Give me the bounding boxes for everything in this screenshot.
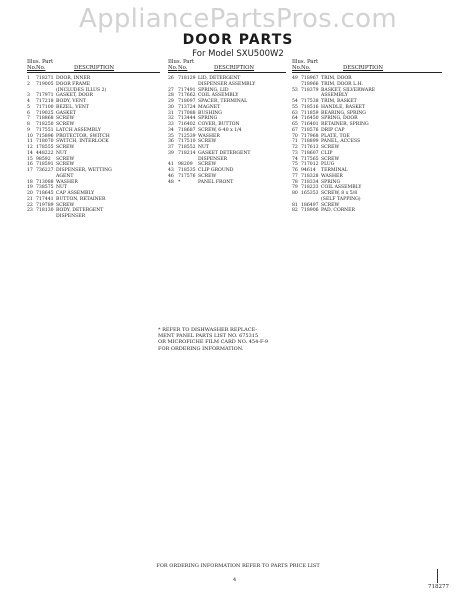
- illus-number: 6: [27, 110, 30, 116]
- part-row: [27, 214, 160, 220]
- part-description: CLIP: [321, 150, 333, 156]
- part-description: SCREW: [56, 145, 75, 150]
- part-description: BASKET, SILVERWARE: [321, 87, 376, 93]
- column-header: [27, 59, 160, 73]
- part-description: GASKET, DOOR: [56, 93, 93, 99]
- part-number: 717218: [36, 99, 54, 104]
- header-no: No.: [168, 65, 178, 71]
- illus-number: 67: [292, 127, 298, 133]
- part-number: 718271: [36, 76, 54, 81]
- part-description: BODY, VENT: [56, 99, 87, 104]
- illus-number: 28: [168, 93, 174, 99]
- margin-mark: [437, 569, 438, 583]
- illus-number: 1: [27, 76, 30, 81]
- illus-number: 31: [168, 110, 174, 116]
- part-description: DISPENSER, WETTING: [56, 168, 112, 173]
- part-description: DISPENSER ASSEMBLY: [198, 81, 256, 87]
- header-illus-part: Illus. Part: [27, 59, 54, 65]
- part-description: SCREW: [321, 145, 340, 150]
- part-number: 719005: [36, 81, 54, 87]
- illus-number: 81: [292, 202, 298, 208]
- header-part-no: No.: [301, 65, 311, 71]
- part-number: 717538: [301, 99, 319, 104]
- parts-list: [168, 76, 286, 185]
- part-number: 717088: [178, 110, 196, 116]
- illus-number: 2: [27, 81, 30, 87]
- column-header: [168, 59, 286, 73]
- part-description: RETAINER, SPRING: [321, 122, 369, 127]
- part-number: 718250: [36, 122, 54, 127]
- part-number: 178555: [36, 145, 54, 150]
- part-number: 718899: [301, 139, 319, 145]
- illus-number: 7: [27, 116, 30, 122]
- part-description: COVER, BUTTON: [198, 122, 240, 127]
- part-description: GASKET: [56, 110, 76, 116]
- illus-number: 63: [292, 110, 298, 116]
- illus-number: 76: [292, 168, 298, 173]
- illus-number: 15: [27, 156, 33, 162]
- part-description: TRIM, DOOR L.H.: [321, 81, 364, 87]
- part-number: 448222: [36, 150, 54, 156]
- illus-number: 74: [292, 156, 298, 162]
- illus-number: 54: [292, 99, 298, 104]
- part-description: HANDLE, BASKET: [321, 104, 366, 110]
- illus-number: 5: [27, 104, 30, 110]
- part-description: BUTTON, RETAINER: [56, 196, 106, 202]
- page-title: DOOR PARTS: [182, 32, 294, 48]
- parts-column-2: [168, 59, 286, 185]
- part-number: 719789: [36, 202, 54, 208]
- part-description: PAD, CORNER: [321, 208, 355, 214]
- part-description: PLUG: [321, 162, 335, 168]
- illus-number: 34: [168, 127, 174, 133]
- illus-number: 29: [168, 99, 174, 104]
- part-description: DOOR FRAME: [56, 81, 91, 87]
- parts-column-1: [27, 59, 160, 220]
- part-description: (INCLUDES ILLUS 2): [56, 87, 107, 93]
- part-number: 718906: [301, 208, 319, 214]
- illus-number: 18: [27, 179, 33, 185]
- part-description: TRIM, BASKET: [321, 99, 357, 104]
- illus-number: 33: [168, 122, 174, 127]
- illus-number: 43: [168, 168, 174, 173]
- part-description: COIL ASSEMBLY: [198, 93, 239, 99]
- part-description: SCREW: [56, 156, 75, 162]
- document-code: 718277: [428, 584, 449, 590]
- header-no: No.: [27, 65, 37, 71]
- part-number: 738575: [36, 185, 54, 191]
- part-description: TERMINAL: [321, 168, 348, 173]
- part-number: 713724: [178, 104, 196, 110]
- header-part-no: No.: [36, 65, 46, 71]
- illus-number: 49: [292, 76, 298, 81]
- part-description: SWITCH, INTERLOCK: [56, 139, 109, 145]
- part-number: 718687: [178, 127, 196, 133]
- illus-number: 41: [168, 162, 174, 168]
- part-description: SCREW: [56, 162, 75, 168]
- column-header: [292, 59, 442, 73]
- part-description: BODY, DETERGENT: [56, 208, 104, 214]
- part-number: 717510: [178, 139, 196, 145]
- part-number: 717565: [301, 156, 319, 162]
- part-description: SCREW: [198, 139, 217, 145]
- illus-number: 79: [292, 185, 298, 191]
- illus-number: 75: [292, 162, 298, 168]
- part-description: CAP ASSEMBLY: [56, 191, 95, 196]
- watermark: AppliancePartsPros.com: [78, 4, 397, 34]
- header-illus-part: Illus. Part: [292, 59, 319, 65]
- illus-number: 22: [27, 202, 33, 208]
- header-description: DESCRIPTION: [74, 65, 115, 71]
- part-description: SCREW: [56, 116, 75, 122]
- part-description: SCREW: [321, 156, 340, 162]
- illus-number: 55: [292, 104, 298, 110]
- part-description: COIL ASSEMBLY: [321, 185, 362, 191]
- illus-number: 12: [27, 145, 33, 150]
- part-number: 718328: [301, 173, 319, 179]
- model-line: For Model SXU500W2: [192, 49, 284, 59]
- illus-number: 20: [27, 191, 33, 196]
- part-number: 718967: [301, 76, 319, 81]
- part-number: 718576: [301, 127, 319, 133]
- part-number: 717971: [36, 93, 54, 99]
- illus-number: 53: [292, 87, 298, 93]
- part-description: WASHER: [198, 133, 220, 139]
- part-description: WASHER: [56, 179, 78, 185]
- illus-number: 14: [27, 150, 33, 156]
- illus-number: [27, 214, 36, 220]
- part-description: SPACER, TERMINAL: [198, 99, 248, 104]
- part-description: SCREW: [56, 202, 75, 208]
- part-number: 713088: [36, 179, 54, 185]
- part-number: 718334: [301, 179, 319, 185]
- part-number: 718966: [301, 81, 319, 87]
- note-line: FOR ORDERING INFORMATION.: [158, 345, 244, 352]
- part-number: 718097: [178, 99, 196, 104]
- part-description: LATCH ASSEMBLY: [56, 127, 101, 133]
- part-number: 718516: [301, 104, 319, 110]
- part-description: SCREW: [321, 202, 340, 208]
- part-description: BEZEL, VENT: [56, 104, 89, 110]
- illus-number: 71: [292, 139, 298, 145]
- part-description: PLATE, TOE: [321, 133, 350, 139]
- ordering-footer: FOR ORDERING INFORMATION REFER TO PARTS PRICE LIST: [156, 563, 320, 569]
- part-description: SCREW, 6-40 x 1/4: [198, 127, 242, 133]
- illus-number: 27: [168, 87, 174, 93]
- illus-number: 65: [292, 122, 298, 127]
- header-no: No.: [292, 65, 302, 71]
- illus-number: 19: [27, 185, 33, 191]
- part-number: 716402: [178, 122, 196, 127]
- part-description: PANEL, ACCESS: [321, 139, 361, 145]
- part-number: [36, 214, 56, 220]
- parts-column-3: [292, 59, 442, 214]
- part-description: SPRING, LID: [198, 87, 229, 93]
- part-number: 717968: [301, 133, 319, 139]
- part-description: DISPENSER: [56, 214, 86, 219]
- part-number: 718591: [36, 162, 54, 168]
- part-number: 718379: [301, 87, 319, 93]
- part-description: SPRING, DOOR: [321, 116, 358, 122]
- part-description: DISPENSER: [198, 156, 228, 162]
- part-description: CLIP GROUND: [198, 168, 234, 173]
- part-number: 718233: [301, 185, 319, 191]
- part-description: NUT: [198, 145, 209, 150]
- part-number: 718535: [178, 168, 196, 173]
- part-row: [168, 180, 286, 186]
- illus-number: 8: [27, 122, 30, 127]
- part-number: 719025: [36, 110, 54, 116]
- illus-number: 3: [27, 93, 30, 99]
- illus-number: 73: [292, 150, 298, 156]
- illus-number: 11: [27, 139, 33, 145]
- illus-number: 16: [27, 162, 33, 168]
- note-line: * REFER TO DISHWASHER REPLACE-: [158, 327, 258, 333]
- part-description: ASSEMBLY: [321, 93, 348, 99]
- part-description: GASKET DETERGENT: [198, 150, 251, 156]
- illus-number: 46: [168, 173, 174, 179]
- part-number: 165353: [301, 191, 319, 196]
- header-part-no: No.: [178, 65, 188, 71]
- part-number: 711859: [301, 110, 319, 116]
- part-number: 716401: [301, 122, 319, 127]
- part-description: BEARING, SPRING: [321, 110, 366, 116]
- illus-number: 77: [292, 173, 298, 179]
- part-number: 717441: [36, 196, 54, 202]
- part-number: 718129: [178, 76, 196, 81]
- part-number: 718645: [36, 191, 54, 196]
- part-number: 717613: [301, 145, 319, 150]
- illus-number: 72: [292, 145, 298, 150]
- replacement-panel-note: [158, 327, 348, 352]
- part-number: 94614: [301, 168, 316, 173]
- illus-number: 39: [168, 150, 174, 156]
- illus-number: 64: [292, 116, 298, 122]
- illus-number: 23: [27, 208, 33, 214]
- part-description: NUT: [56, 150, 67, 156]
- part-number: 718214: [178, 150, 196, 156]
- part-number: *: [178, 179, 181, 185]
- illus-number: 26: [168, 76, 174, 81]
- part-description: MAGNET: [198, 104, 221, 110]
- part-description: NUT: [56, 185, 67, 191]
- part-number: 713444: [178, 116, 196, 122]
- part-number: 717662: [178, 93, 196, 99]
- illus-number: 17: [27, 168, 33, 173]
- part-number: 736227: [36, 168, 54, 173]
- part-number: 715896: [36, 133, 54, 139]
- header-description: DESCRIPTION: [343, 65, 384, 71]
- part-description: PROTECTOR, SWITCH: [56, 133, 110, 139]
- part-number: 717012: [301, 162, 319, 168]
- part-number: 718607: [301, 150, 319, 156]
- illus-number: 48: [168, 179, 174, 185]
- parts-list: [292, 76, 442, 214]
- part-number: 718868: [36, 116, 54, 122]
- part-number: 717491: [178, 87, 196, 93]
- illus-number: 70: [292, 133, 298, 139]
- illus-number: 4: [27, 99, 30, 104]
- part-description: SPRING: [321, 179, 341, 185]
- part-number: 717576: [178, 173, 196, 179]
- part-number: 718130: [36, 208, 54, 214]
- page-number: 4: [233, 577, 237, 583]
- illus-number: 32: [168, 116, 174, 122]
- part-description: SCREW: [198, 162, 217, 168]
- illus-number: 9: [27, 127, 30, 133]
- part-number: 717100: [36, 104, 54, 110]
- header-description: DESCRIPTION: [214, 65, 255, 71]
- part-description: SCREW: [56, 122, 75, 127]
- part-number: 718552: [178, 145, 196, 150]
- illus-number: 80: [292, 191, 298, 196]
- part-description: PANEL FRONT: [198, 179, 234, 185]
- illus-number: 10: [27, 133, 33, 139]
- note-line: MENT PANEL PARTS LIST NO. 675315: [158, 333, 259, 340]
- part-number: 186497: [301, 202, 319, 208]
- illus-number: 35: [168, 133, 174, 139]
- part-description: SCREW, 8 x 5/8: [321, 191, 358, 196]
- part-description: AGENT: [56, 173, 74, 179]
- part-description: LID, DETERGENT: [198, 76, 241, 81]
- part-number: 718070: [36, 139, 54, 145]
- part-description: (SELF TAPPING): [321, 196, 361, 202]
- illus-number: 30: [168, 104, 174, 110]
- illus-number: 78: [292, 179, 298, 185]
- note-line: OR MICROFICHE FILM CARD NO. 454-F-9: [158, 339, 269, 346]
- header-illus-part: Illus. Part: [168, 59, 195, 65]
- part-number: 98209: [178, 162, 193, 168]
- illus-number: 82: [292, 208, 298, 214]
- part-number: 716450: [301, 116, 319, 122]
- part-number: 98592: [36, 156, 51, 162]
- parts-list: [27, 76, 160, 220]
- illus-number: 21: [27, 196, 33, 202]
- part-row: [292, 208, 442, 214]
- illus-number: 37: [168, 145, 174, 150]
- part-description: BUSHING: [198, 110, 222, 116]
- illus-number: 36: [168, 139, 174, 145]
- part-description: SCREW: [198, 173, 217, 179]
- part-description: SPRING: [198, 116, 218, 122]
- part-number: 712539: [178, 133, 196, 139]
- part-number: 717551: [36, 127, 54, 133]
- part-description: WASHER: [321, 173, 343, 179]
- part-description: TRIM, DOOR: [321, 76, 352, 81]
- part-description: DRIP CAP: [321, 127, 345, 133]
- part-description: DOOR, INNER: [56, 76, 91, 81]
